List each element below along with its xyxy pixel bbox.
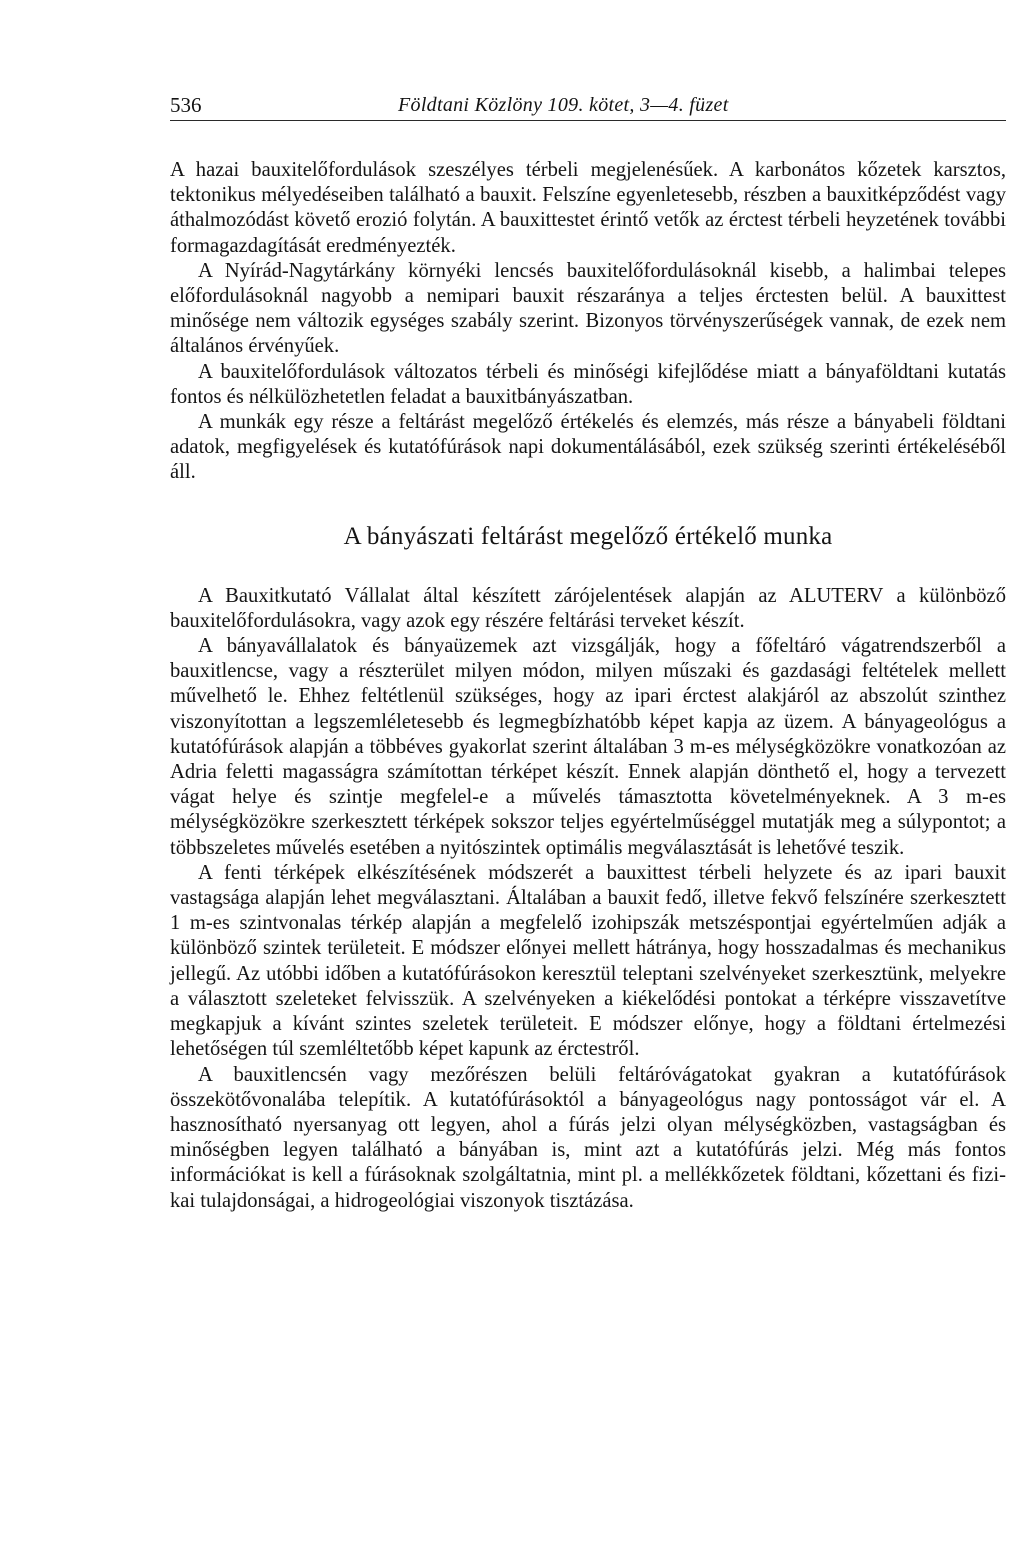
- running-head: [170, 92, 1006, 121]
- journal-reference: Földtani Közlöny 109. kötet, 3—4. füzet: [398, 94, 729, 116]
- section-heading: A bányászati feltárást megelőző értékelő munka: [343, 522, 833, 550]
- article-body: [170, 158, 1006, 1214]
- section-paragraph: A bauxitlencsén vagy mezőrészen belüli feltáróvágatokat gyakran a kutatófúrások összekötővonalába telepítik. A kutatófúrásoktól a bányageológus nagy pontosságot vár el. A hasznosítható nyersanyag ott legyen, ahol a fúrás jelzi olyan mélységközben, vastagságban és minőségben legyen található a bányában is, mint azt a kutatófúrás jelzi. Még más fontos információkat is kell a fúrásoknak szolgáltatnia, mint pl. a mellékkőzetek földtani, kőzettani és fizikai tulajdonságai, a hidrogeológiai viszonyok tisztázása.: [170, 1063, 1006, 1212]
- section-paragraph: A fenti térképek elkészítésének módszerét a bauxittest térbeli helyzete és az ipari bauxit vastagsága alapján lehet megválasztani. Általában a bauxit fedő, illetve fekvő felszínére szerkesztett 1 m-es szintvonalas térkép alapján a megfelelő izohipszák metszéspontjai egyértelműen adják a különböző szintek területeit. E módszer előnyei mellett hátránya, hogy hosszadalmas és mechanikus jellegű. Az utóbbi időben a kutatófúrásokon keresztül teleptani szelvényeket szerkesztünk, melyekre a választott szeleteket felvisszük. A szelvényeken a kiékelődési pontokat a térképre visszavetítve megkapjuk a kívánt szintes szeletek területeit. E módszer előnye, hogy a földtani értelmezési lehetőségen túl szemléltetőbb képet kapunk az érctestről.: [170, 861, 1006, 1061]
- journal-page: [170, 92, 1006, 1214]
- intro-paragraph: A munkák egy része a feltárást megelőző értékelés és elemzés, más része a bányabeli földtani adatok, megfigyelések és kutatófúrások napi dokumentálásából, ezek szükség szerinti értékeléséből áll.: [170, 411, 1006, 484]
- section-paragraph: A Bauxitkutató Vállalat által készített zárójelentések alapján az ALUTERV a különböző bauxitelőfordulásokra, vagy azok egy részére feltárási terveket készít.: [170, 584, 1006, 632]
- section-paragraph: A bányavállalatok és bányaüzemek azt vizsgálják, hogy a főfeltáró vágatrendszerből a bauxitlencse, vagy a részterület milyen módon, milyen műszaki és gazdasági feltételek mellett művelhető le. Ehhez feltétlenül szükséges, hogy az ipari érctest alakjáról az abszolút szinthez viszonyítottan a legszemléletesebb és legmegbízhatóbb képet kapja az üzem. A bányageológus a kutatófúrások alapján a többéves gyakorlat szerint általában 3 m-es mélységközökre vonatkozóan az Adria feletti magasságra számítottan térképet készít. Ennek alapján dönthető el, hogy a tervezett vágat helye és szintje megfelel-e a művelés támasztotta követelményeknek. A 3 m-es mélységközökre szerkesztett térképek sokszor teljes egyértelműséggel mutatják meg a súlypontot; a többszeletes művelés esetében a nyitószintek optimális megválasztását is lehetővé teszik.: [170, 635, 1006, 859]
- page-number: 536: [170, 93, 202, 117]
- intro-paragraph: A Nyírád-Nagytárkány környéki lencsés bauxitelőfordulásoknál kisebb, a halimbai telepes előfordulásoknál nagyobb a nemipari bauxit részaránya a teljes érctesten belül. A bauxittest minősége nem változik egységes szabály szerint. Bizonyos törvényszerűségek vannak, de ezek nem általános érvényűek.: [170, 259, 1006, 358]
- intro-paragraph: A hazai bauxitelőfordulások szeszélyes térbeli megjelenésűek. A karbonátos kőzetek karsztos, tektonikus mélyedéseiben található a bauxit. Felszíne egyenletesebb, részben a bauxitképződést vagy áthalmozódást követő erozió folytán. A bauxittestet érintő vetők az érctest térbeli heyzetének további formagazdagítását eredményezték.: [170, 159, 1006, 257]
- intro-paragraph: A bauxitelőfordulások változatos térbeli és minőségi kifejlődése miatt a bányaföldtani kutatás fontos és nélkülözhetetlen feladat a bauxitbányászatban.: [170, 360, 1006, 408]
